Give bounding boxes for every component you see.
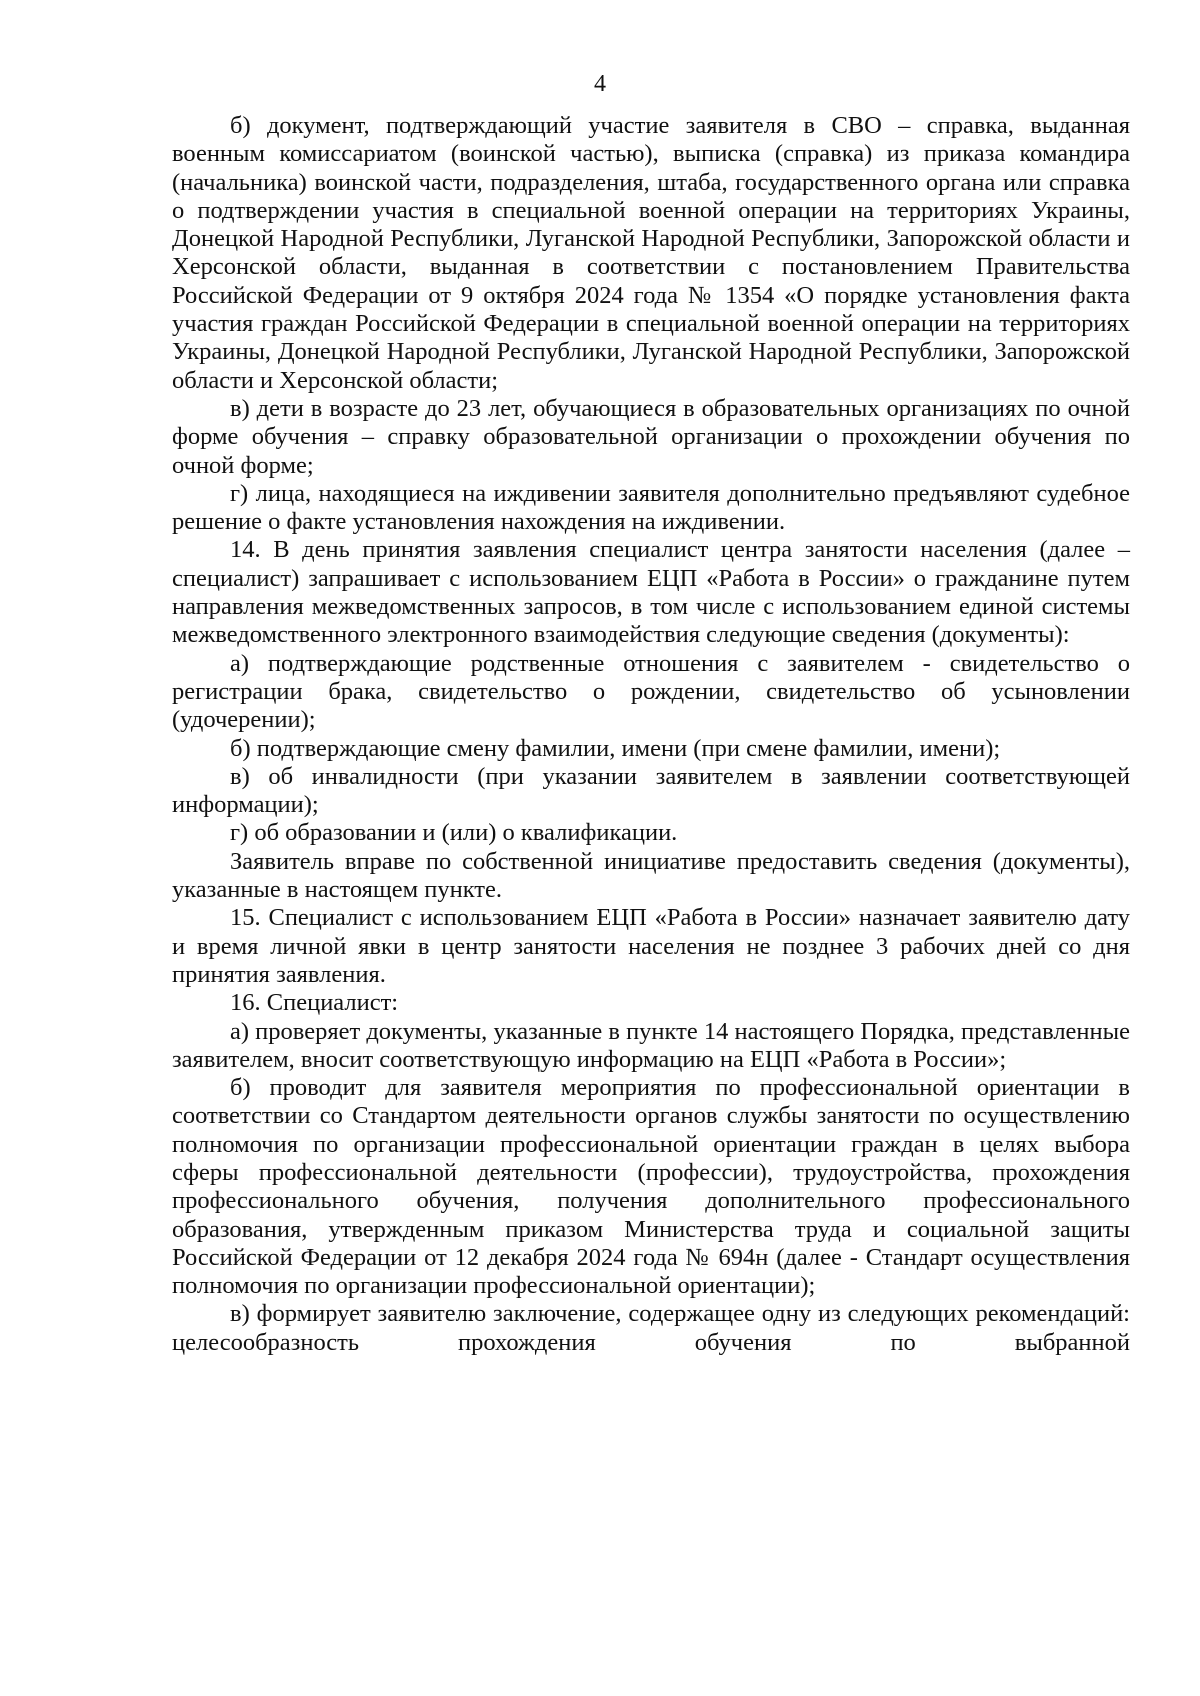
paragraph-14-b-name-change: б) подтверждающие смену фамилии, имени (при смене фамилии, имени); [230, 734, 1001, 762]
paragraph-14-v-disability: в) об инвалидности (при указании заявителем в заявлении соответствующей информации); [172, 762, 1130, 819]
paragraph-b-svo-document: б) документ, подтверждающий участие заявителя в СВО – справка, выданная военным комиссариатом (воинской частью), выписка (справка) из приказа командира (начальника) воинской части, подразделения, штаба, государственного органа или справка о подтверждении участия в специальной военной операции на территориях Украины, Донецкой Народной Республики, Луганской Народной Республики, Запорожской области и Херсонской области, выданная в соответствии с постановлением Правительства Российской Федерации от 9 октября 2024 года № 1354 «О порядке установления факта участия граждан Российской Федерации в специальной военной операции на территориях Украины, Донецкой Народной Республики, Луганской Народной Республики, Запорожской области и Херсонской области; [172, 112, 1130, 394]
paragraph-16-v-conclusion: в) формирует заявителю заключение, содержащее одну из следующих рекомендаций: целесообразность прохождения обучения по выбранной [172, 1300, 1130, 1356]
paragraph-15-appointment: 15. Специалист с использованием ЕЦП «Работа в России» назначает заявителю дату и время личной явки в центр занятости населения не позднее 3 рабочих дней со дня принятия заявления. [172, 904, 1130, 988]
paragraph-14-applicant-right: Заявитель вправе по собственной инициативе предоставить сведения (документы), указанные в настоящем пункте. [172, 847, 1130, 904]
paragraph-14-g-education: г) об образовании и (или) о квалификации. [230, 819, 678, 847]
paragraph-16-a-checks: а) проверяет документы, указанные в пункте 14 настоящего Порядка, представленные заявителем, вносит соответствующую информацию на ЕЦП «Работа в России»; [172, 1017, 1130, 1073]
paragraph-14-a-relations: а) подтверждающие родственные отношения с заявителем - свидетельство о регистрации брака, свидетельство о рождении, свидетельство об усыновлении (удочерении); [172, 649, 1130, 734]
paragraph-16-specialist: 16. Специалист: [230, 989, 399, 1017]
paragraph-16-b-orientation: б) проводит для заявителя мероприятия по профессиональной ориентации в соответствии со Стандартом деятельности органов службы занятости по осуществлению полномочия по организации профессиональной ориентации граждан в целях выбора сферы профессиональной деятельности (профессии), трудоустройства, прохождения профессионального обучения, получения дополнительного профессионального образования, утвержденным приказом Министерства труда и социальной защиты Российской Федерации от 12 декабря 2024 года № 694н (далее - Стандарт осуществления полномочия по организации профессиональной ориентации); [172, 1074, 1130, 1300]
paragraph-g-dependents: г) лица, находящиеся на иждивении заявителя дополнительно предъявляют судебное решение о факте установления нахождения на иждивении. [172, 479, 1130, 536]
paragraph-14-requests: 14. В день принятия заявления специалист центра занятости населения (далее – специалист) запрашивает с использованием ЕЦП «Работа в России» о гражданине путем направления межведомственных запросов, в том числе с использованием единой системы межведомственного электронного взаимодействия следующие сведения (документы): [172, 536, 1130, 649]
page-number: 4 [594, 71, 606, 97]
paragraph-v-children-study: в) дети в возрасте до 23 лет, обучающиеся в образовательных организациях по очной форме обучения – справку образовательной организации о прохождении обучения по очной форме; [172, 394, 1130, 479]
document-body [172, 112, 1130, 1357]
